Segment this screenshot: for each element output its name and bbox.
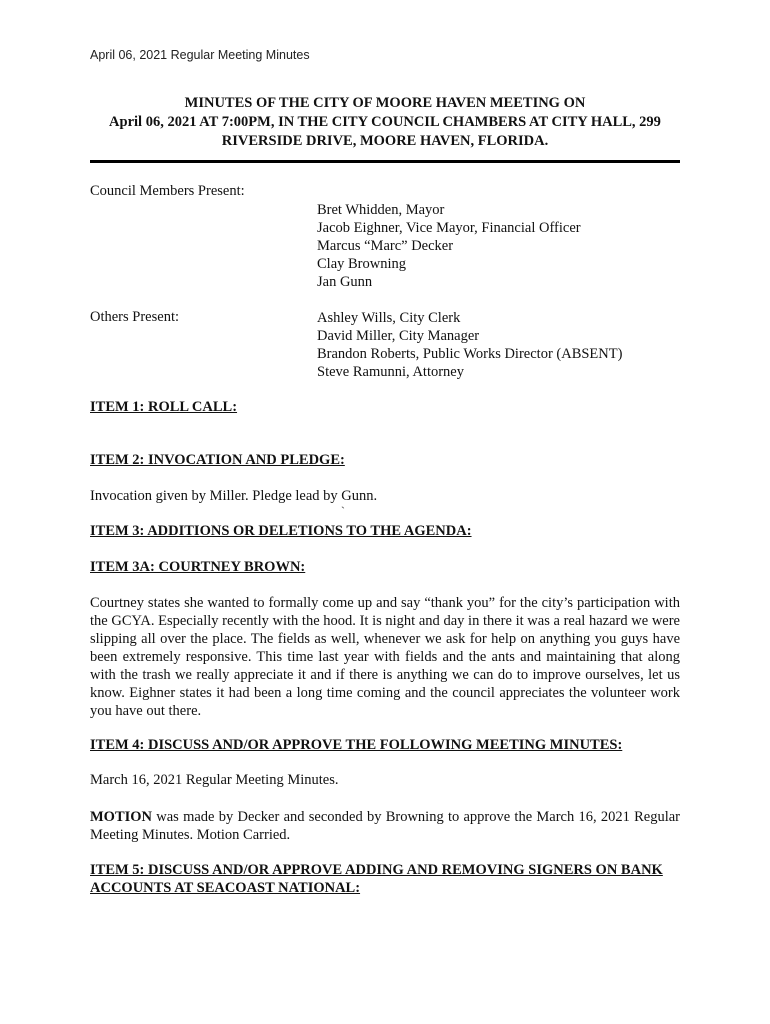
item-3a-heading: ITEM 3A: COURTNEY BROWN:	[90, 559, 306, 575]
item-4-heading: ITEM 4: DISCUSS AND/OR APPROVE THE FOLLOWING MEETING MINUTES:	[90, 737, 623, 753]
council-member: Marcus “Marc” Decker	[317, 238, 454, 254]
item-2-text: Invocation given by Miller. Pledge lead by Gunn.	[90, 488, 378, 504]
item-4-motion	[90, 808, 680, 844]
council-member: Jan Gunn	[317, 274, 373, 290]
others-present-list	[317, 309, 622, 381]
other-attendee: Brandon Roberts, Public Works Director (ABSENT)	[317, 346, 623, 362]
item-3a-text: Courtney states she wanted to formally come up and say “thank you” for the city’s participation with the GCYA. Especially recently with the hood. It is night and day in there it was a real hazard we were slipping all over the place. The fields as well, whenever we ask for help on anything you guys have been extremely responsive. This time last year with fields and the ants and maintaining that along with the trash we really appreciate it and if there is anything we can do to improve ourselves, let us know. Eighner states it had been a long time coming and the council appreciates the volunteer work you have out there.	[90, 595, 680, 719]
other-attendee: Ashley Wills, City Clerk	[317, 310, 461, 326]
council-members-label: Council Members Present:	[90, 183, 245, 199]
item-4-text: March 16, 2021 Regular Meeting Minutes.	[90, 772, 339, 788]
item-1-heading: ITEM 1: ROLL CALL:	[90, 399, 238, 415]
title-divider	[90, 160, 680, 163]
others-present-label: Others Present:	[90, 309, 179, 325]
title-line-3: RIVERSIDE DRIVE, MOORE HAVEN, FLORIDA.	[221, 133, 549, 149]
title-line-1: MINUTES OF THE CITY OF MOORE HAVEN MEETING ON	[184, 95, 586, 111]
other-attendee: David Miller, City Manager	[317, 328, 480, 344]
motion-text: was made by Decker and seconded by Browning to approve the March 16, 2021 Regular Meeting Minutes. Motion Carried.	[90, 809, 680, 843]
item-3-heading: ITEM 3: ADDITIONS OR DELETIONS TO THE AGENDA:	[90, 523, 472, 539]
council-member: Bret Whidden, Mayor	[317, 202, 445, 218]
item-2-heading: ITEM 2: INVOCATION AND PLEDGE:	[90, 452, 345, 468]
title-line-2: April 06, 2021 AT 7:00PM, IN THE CITY COUNCIL CHAMBERS AT CITY HALL, 299	[109, 114, 661, 130]
council-members-list	[317, 201, 581, 291]
document-title	[80, 94, 690, 151]
running-header: April 06, 2021 Regular Meeting Minutes	[90, 48, 310, 62]
other-attendee: Steve Ramunni, Attorney	[317, 364, 464, 380]
item-5-heading: ITEM 5: DISCUSS AND/OR APPROVE ADDING AND REMOVING SIGNERS ON BANK ACCOUNTS AT SEACOAST NATIONAL:	[90, 862, 663, 896]
motion-keyword: MOTION	[90, 809, 153, 825]
stray-mark: `	[341, 504, 345, 518]
council-member: Clay Browning	[317, 256, 407, 272]
council-member: Jacob Eighner, Vice Mayor, Financial Officer	[317, 220, 581, 236]
